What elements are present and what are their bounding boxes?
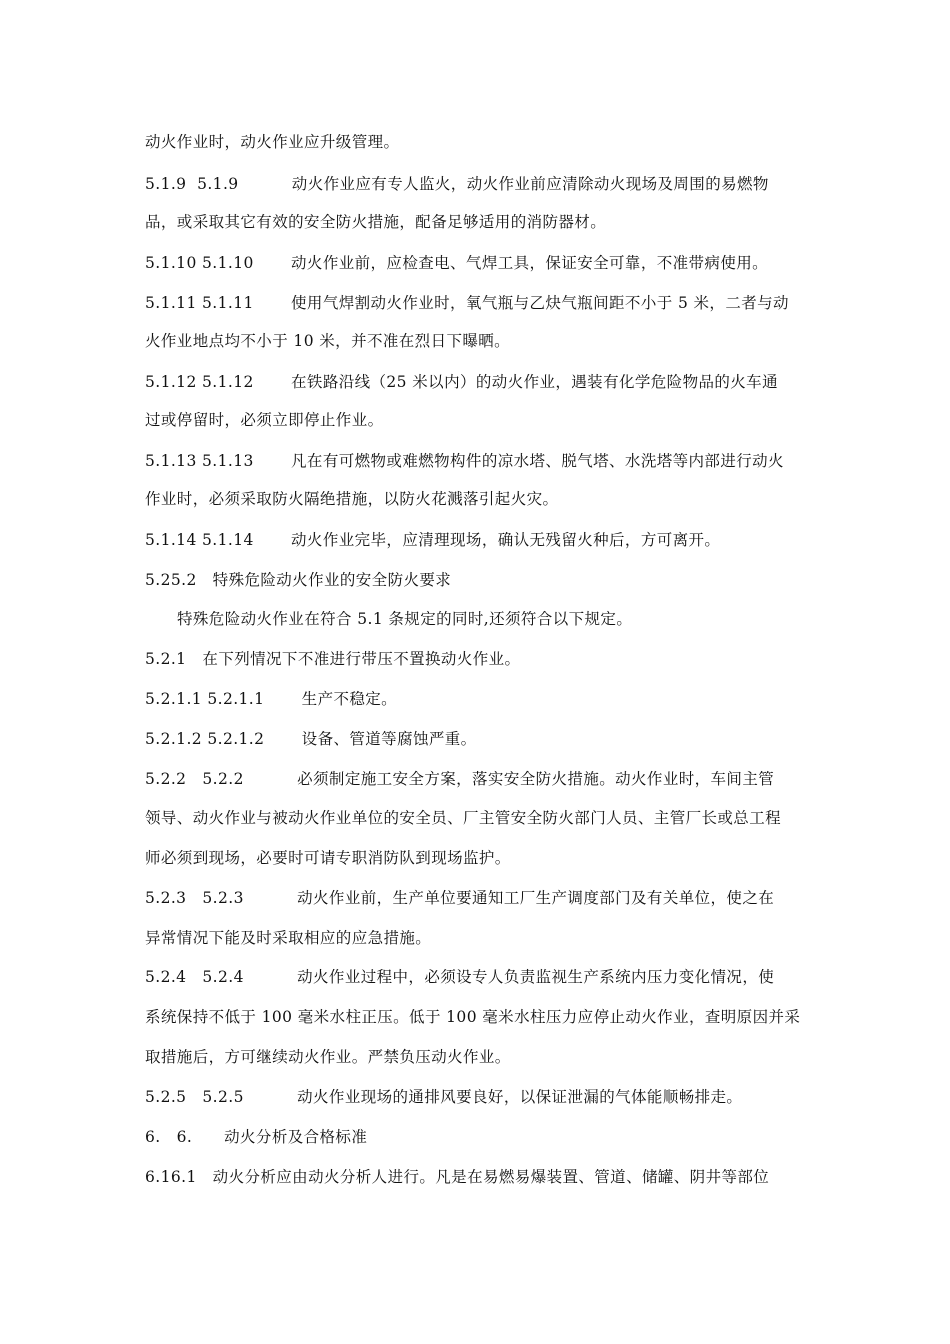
clause-5-1-10: 5.1.10 5.1.10 动火作业前，应检查电、气焊工具，保证安全可靠，不准带病使用。 xyxy=(145,254,769,272)
section-heading-5-2: 5.25.2 特殊危险动火作业的安全防火要求 xyxy=(145,571,452,589)
clause-5-1-13: 5.1.13 5.1.13 凡在有可燃物或难燃物构件的凉水塔、脱气塔、水洗塔等内部进行动火 xyxy=(145,452,784,470)
text-line: 异常情况下能及时采取相应的应急措施。 xyxy=(145,929,432,947)
clause-5-2-4: 5.2.4 5.2.4 动火作业过程中，必须设专人负责监视生产系统内压力变化情况，使 xyxy=(145,968,775,986)
clause-5-1-11: 5.1.11 5.1.11 使用气焊割动火作业时，氧气瓶与乙炔气瓶间距不小于 5 米，二者与动 xyxy=(145,294,789,312)
text-line: 领导、动火作业与被动火作业单位的安全员、厂主管安全防火部门人员、主管厂长或总工程 xyxy=(145,809,782,827)
text-line: 品，或采取其它有效的安全防火措施，配备足够适用的消防器材。 xyxy=(145,213,607,231)
text-line: 过或停留时，必须立即停止作业。 xyxy=(145,411,384,429)
text-line: 动火作业时，动火作业应升级管理。 xyxy=(145,133,400,151)
text-line: 取措施后，方可继续动火作业。严禁负压动火作业。 xyxy=(145,1048,511,1066)
clause-6-1: 6.16.1 动火分析应由动火分析人进行。凡是在易燃易爆装置、管道、储罐、阴井等部位 xyxy=(145,1168,770,1186)
clause-5-2-5: 5.2.5 5.2.5 动火作业现场的通排风要良好，以保证泄漏的气体能顺畅排走。 xyxy=(145,1088,743,1106)
clause-5-1-14: 5.1.14 5.1.14 动火作业完毕，应清理现场，确认无残留火种后，方可离开。 xyxy=(145,531,721,549)
section-heading-6: 6. 6. 动火分析及合格标准 xyxy=(145,1128,368,1146)
text-line: 师必须到现场，必要时可请专职消防队到现场监护。 xyxy=(145,849,511,867)
clause-5-2-1-1: 5.2.1.1 5.2.1.1 生产不稳定。 xyxy=(145,690,398,708)
text-line: 作业时，必须采取防火隔绝措施，以防火花溅落引起火灾。 xyxy=(145,490,559,508)
clause-5-2-1: 5.2.1 在下列情况下不准进行带压不置换动火作业。 xyxy=(145,650,521,668)
text-line: 系统保持不低于 100 毫米水柱正压。低于 100 毫米水柱压力应停止动火作业，查明原因并采 xyxy=(145,1008,801,1026)
clause-5-1-12: 5.1.12 5.1.12 在铁路沿线（25 米以内）的动火作业，遇装有化学危险物品的火车通 xyxy=(145,373,778,391)
clause-5-2-3: 5.2.3 5.2.3 动火作业前，生产单位要通知工厂生产调度部门及有关单位，使之在 xyxy=(145,889,775,907)
clause-5-2-1-2: 5.2.1.2 5.2.1.2 设备、管道等腐蚀严重。 xyxy=(145,730,477,748)
text-line: 火作业地点均不小于 10 米，并不准在烈日下曝晒。 xyxy=(145,332,511,350)
clause-5-1-9: 5.1.9 5.1.9 动火作业应有专人监火，动火作业前应清除动火现场及周围的易燃物 xyxy=(145,175,769,193)
paragraph-intro: 特殊危险动火作业在符合 5.1 条规定的同时,还须符合以下规定。 xyxy=(177,610,633,628)
clause-5-2-2: 5.2.2 5.2.2 必须制定施工安全方案，落实安全防火措施。动火作业时，车间主管 xyxy=(145,770,775,788)
